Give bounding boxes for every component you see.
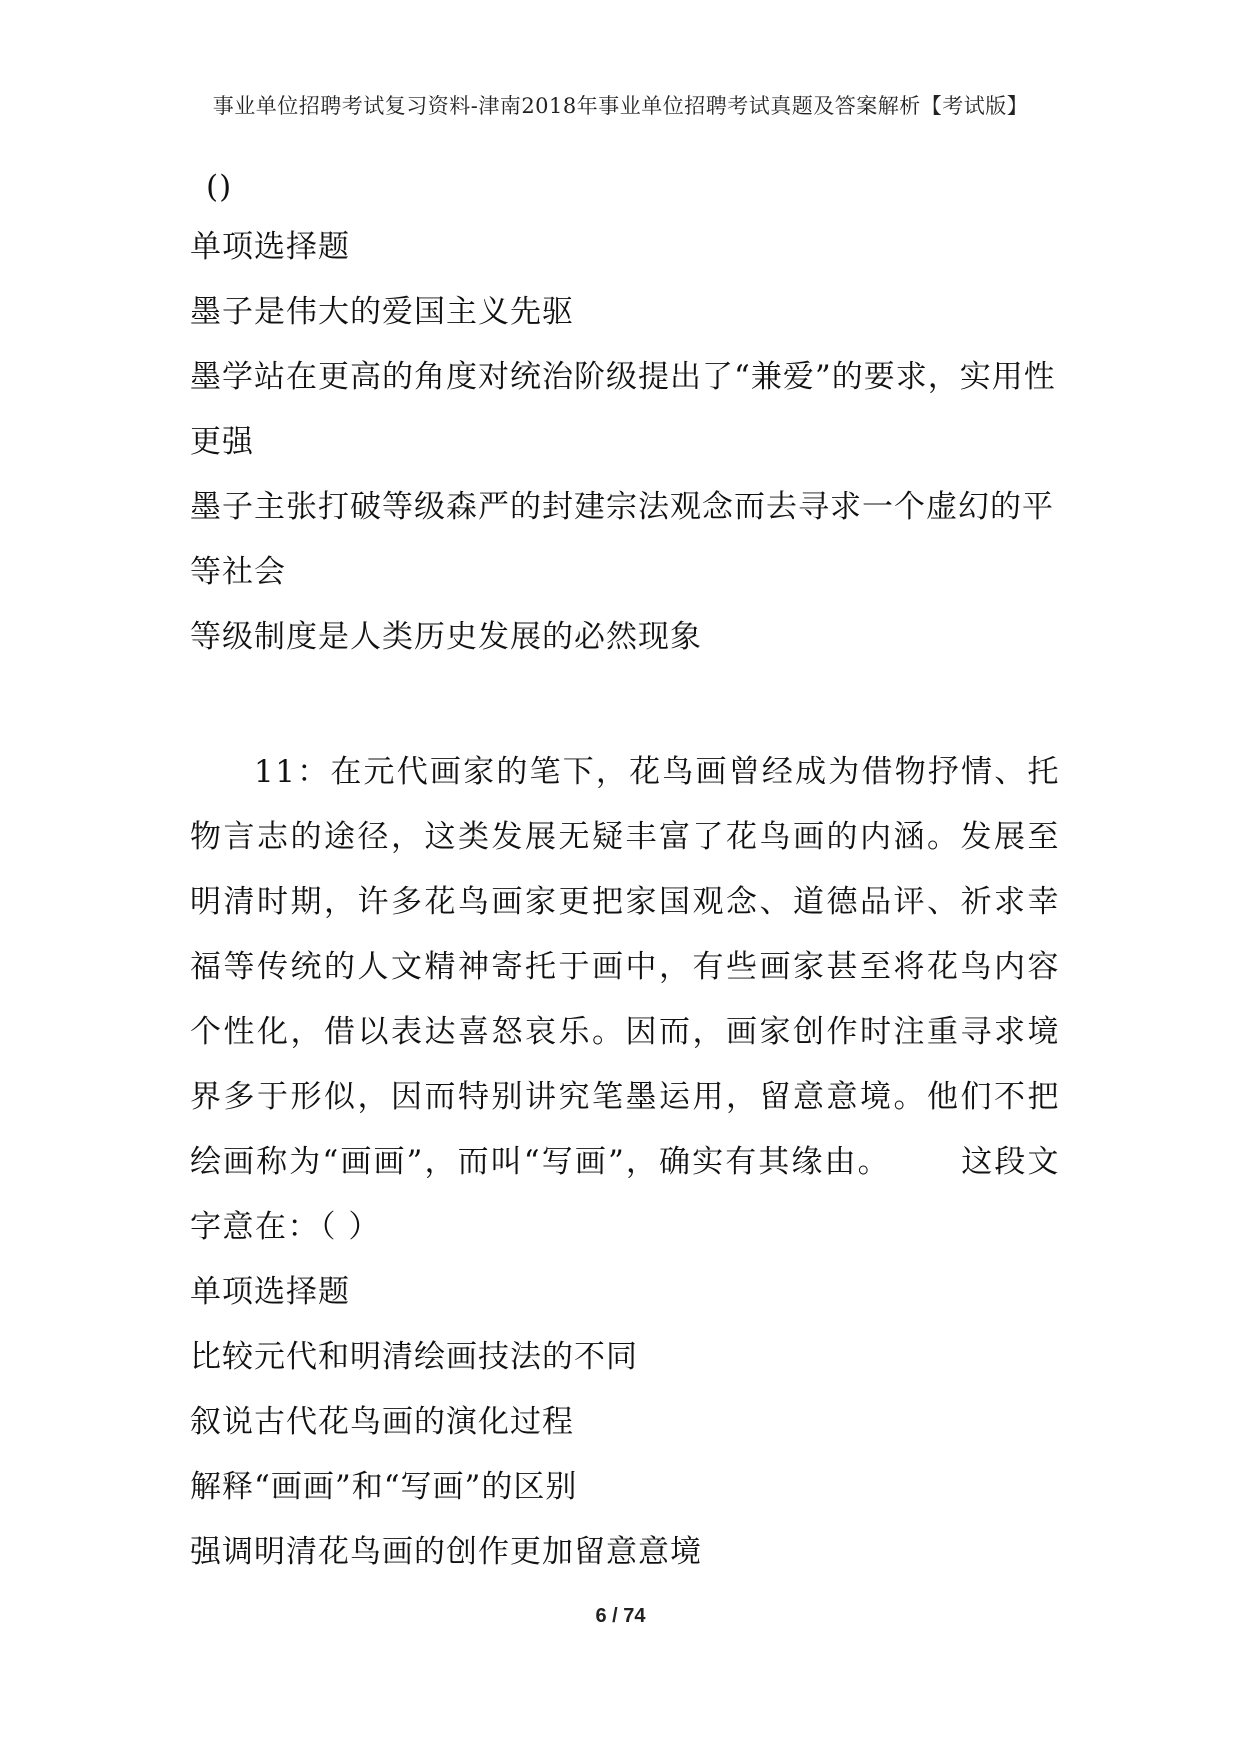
- question10-option-d: 等级制度是人类历史发展的必然现象: [190, 619, 702, 655]
- question11-prompt: 这段文字意在：（ ）: [190, 1144, 1061, 1245]
- question10-blank: (): [206, 169, 233, 205]
- running-header: 事业单位招聘考试复习资料-津南2018年事业单位招聘考试真题及答案解析【考试版】: [212, 94, 1029, 118]
- question10-option-b-line1: 墨学站在更高的角度对统治阶级提出了“兼爱”的要求，实用性: [190, 359, 1056, 395]
- question10-option-c-line1: 墨子主张打破等级森严的封建宗法观念而去寻求一个虚幻的平: [190, 489, 1054, 525]
- question10-option-a: 墨子是伟大的爱国主义先驱: [190, 294, 574, 330]
- page-content: [190, 160, 1060, 1585]
- question11-option-a: 比较元代和明清绘画技法的不同: [190, 1339, 638, 1375]
- question11-stem-paragraph: [190, 740, 1060, 1260]
- question11-option-b: 叙说古代花鸟画的演化过程: [190, 1404, 574, 1440]
- question11-option-d: 强调明清花鸟画的创作更加留意意境: [190, 1534, 702, 1570]
- question10-option-c-line2: 等社会: [190, 554, 286, 590]
- question10-type-label: 单项选择题: [190, 229, 350, 265]
- question11-type-label: 单项选择题: [190, 1274, 350, 1310]
- question10-option-b-line2: 更强: [190, 424, 254, 460]
- question11-stem: 11：在元代画家的笔下，花鸟画曾经成为借物抒情、托物言志的途径，这类发展无疑丰富了花鸟画的内涵。发展至明清时期，许多花鸟画家更把家国观念、道德品评、祈求幸福等传统的人文精神寄托于画中，有些画家甚至将花鸟内容个性化，借以表达喜怒哀乐。因而，画家创作时注重寻求境界多于形似，因而特别讲究笔墨运用，留意意境。他们不把绘画称为“画画”，而叫“写画”，确实有其缘由。: [190, 754, 1060, 1180]
- question11-option-c: 解释“画画”和“写画”的区别: [190, 1469, 578, 1505]
- page-number: 6 / 74: [595, 1605, 646, 1627]
